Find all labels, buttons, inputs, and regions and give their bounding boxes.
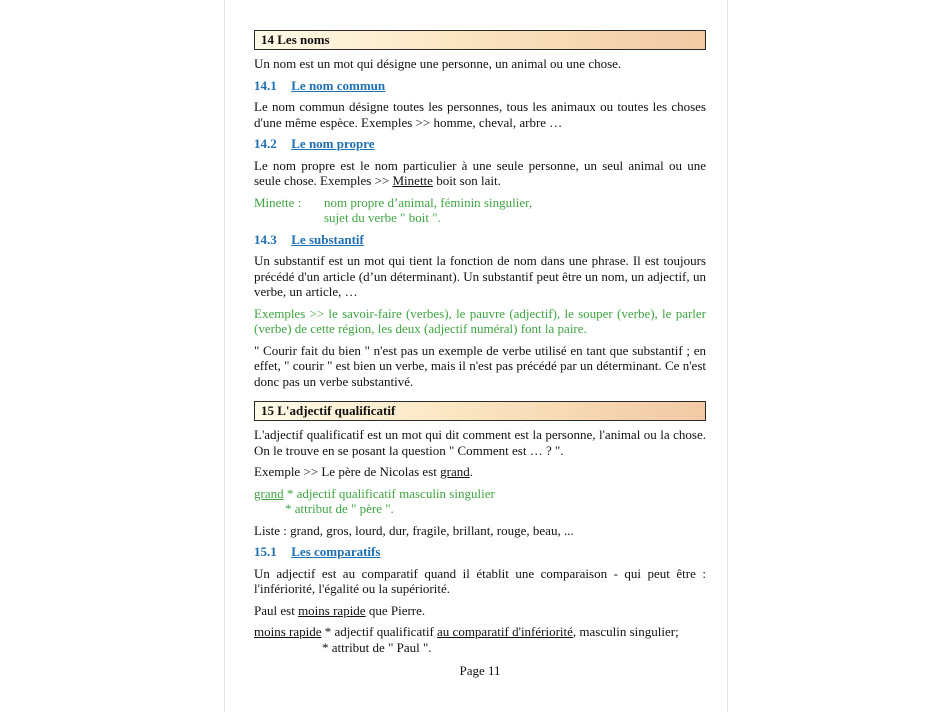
comparatif-analysis: [254, 624, 706, 655]
section-14-title: 14 Les noms: [261, 32, 330, 47]
analysis-underlined: au comparatif d'infériorité: [437, 624, 573, 639]
example-label: Minette :: [254, 194, 302, 210]
subsection-14-3-examples: Exemples >> le savoir-faire (verbes), le pauvre (adjectif), le souper (verbe), le parler (verbe) de cette région, les deux (adjectif numéral) font la paire.: [254, 305, 706, 336]
subsection-14-3-text: Un substantif est un mot qui tient la fonction de nom dans une phrase. Il est toujours précédé d'un article (d’un déterminant). Un substantif peut être un nom, un adjectif, un verbe, un article, …: [254, 253, 706, 299]
analysis-line: sujet du verbe " boit ".: [324, 210, 441, 225]
document-page: [224, 0, 728, 712]
section-15-intro: L'adjectif qualificatif est un mot qui dit comment est la personne, l'animal ou la chose. On le trouve en se posant la question " Comment est … ? ".: [254, 427, 706, 458]
example-analysis-minette: [254, 195, 706, 226]
analysis-line: * attribut de " père ".: [285, 501, 394, 516]
section-14-title-box: [254, 30, 706, 50]
example-word-grand: grand: [440, 464, 470, 479]
subsection-14-2-heading: [254, 136, 706, 152]
analysis-line: nom propre d’animal, féminin singulier,: [324, 194, 533, 210]
analysis-word: moins rapide: [254, 624, 322, 639]
analysis-word: grand: [254, 485, 284, 501]
section-14-intro: Un nom est un mot qui désigne une personne, un animal ou une chose.: [254, 56, 622, 71]
subsection-14-2-text: [254, 158, 706, 189]
page-number: Page 11: [459, 663, 501, 678]
subsection-14-2-number: 14.2: [254, 136, 277, 151]
analysis-text: * adjectif qualificatif masculin singulier: [283, 485, 495, 501]
subsection-14-3-note: " Courir fait du bien " n'est pas un exemple de verbe utilisé en tant que substantif ; en effet, " courir " est bien un verbe, mais il n'est pas précédé par un déterminant. Ce n'est donc pas un verbe substantivé.: [254, 342, 706, 389]
subsection-15-1-example: [254, 603, 706, 619]
text-part: .: [469, 464, 473, 479]
analysis-text: * adjectif qualificatif: [321, 624, 438, 639]
subsection-15-1-number: 15.1: [254, 544, 277, 559]
subsection-15-1-heading: [254, 544, 706, 560]
subsection-14-1-number: 14.1: [254, 77, 277, 93]
example-analysis-grand: [254, 486, 706, 517]
text-part: Le nom propre est le nom particulier à une seule personne, un seul animal ou une seule chose. Exemples >>: [254, 157, 706, 188]
subsection-14-3-heading: [254, 232, 706, 248]
section-15-title-box: [254, 401, 706, 421]
text-part: boit son lait.: [432, 173, 501, 188]
subsection-14-1-heading: [254, 78, 706, 94]
analysis-line: [254, 624, 706, 640]
section-15-example: [254, 464, 706, 480]
section-15-title: 15 L'adjectif qualificatif: [261, 403, 396, 418]
analysis-line: [254, 486, 706, 502]
example-word-moins-rapide: moins rapide: [298, 602, 366, 618]
analysis-text: , masculin singulier;: [572, 624, 679, 639]
subsection-14-3-number: 14.3: [254, 231, 277, 247]
subsection-14-3-title[interactable]: Le substantif: [291, 231, 364, 247]
analysis-line: * attribut de " Paul ".: [322, 639, 432, 655]
text-part: Paul est: [254, 602, 299, 618]
subsection-15-1-text: Un adjectif est au comparatif quand il établit une comparaison - qui peut être : l'infériorité, l'égalité ou la supériorité.: [254, 565, 706, 596]
subsection-14-2-title[interactable]: Le nom propre: [291, 136, 375, 151]
text-part: que Pierre.: [365, 602, 426, 618]
subsection-15-1-title[interactable]: Les comparatifs: [291, 544, 381, 559]
example-analysis-text: [324, 195, 532, 226]
section-15-list: Liste : grand, gros, lourd, dur, fragile, brillant, rouge, beau, ...: [254, 522, 574, 538]
text-part: Exemple >> Le père de Nicolas est: [254, 464, 441, 479]
example-word-minette: Minette: [392, 173, 433, 188]
subsection-14-1-title[interactable]: Le nom commun: [291, 77, 386, 93]
subsection-14-1-text: Le nom commun désigne toutes les personnes, tous les animaux ou toutes les choses d'une même espèce. Exemples >> homme, cheval, arbre …: [254, 99, 706, 130]
page-content: [254, 30, 706, 679]
